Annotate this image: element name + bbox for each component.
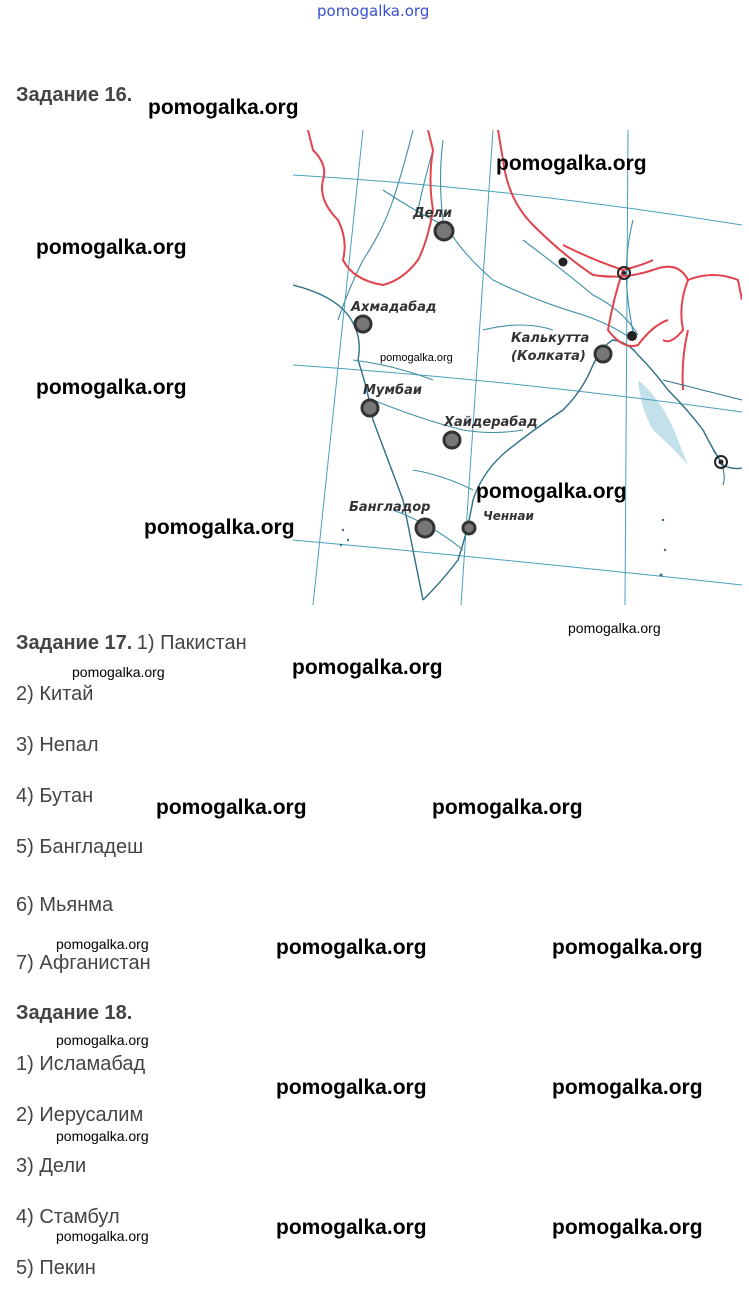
city-marker-bangalore: [416, 519, 434, 537]
watermark: pomogalka.org: [72, 664, 165, 680]
city-marker-chennai: [463, 522, 475, 534]
city-label-bangalore: Бангладор: [349, 500, 431, 515]
list-item: 3) Дели: [16, 1155, 87, 1177]
list-item: 2) Иерусалим: [16, 1104, 144, 1126]
task16-title: Задание 16.: [16, 84, 133, 106]
south-asia-map: [293, 130, 742, 605]
watermark: pomogalka.org: [432, 796, 583, 819]
city-marker-mumbai: [362, 400, 378, 416]
watermark: pomogalka.org: [56, 1032, 149, 1048]
list-item: 4) Стамбул: [16, 1206, 120, 1228]
list-item: 5) Бангладеш: [16, 836, 144, 858]
list-item: 1) Исламабад: [16, 1053, 146, 1075]
list-item: 2) Китай: [16, 683, 94, 705]
city-label-delhi: Дели: [413, 206, 453, 221]
watermark: pomogalka.org: [56, 936, 149, 952]
watermark: pomogalka.org: [156, 796, 307, 819]
watermark: pomogalka.org: [568, 620, 661, 636]
list-item: 6) Мьянма: [16, 894, 114, 916]
watermark: pomogalka.org: [476, 480, 627, 503]
city-marker-kolkata: [595, 346, 611, 362]
task17-heading: [16, 632, 247, 655]
city-label-ahmadabad: Ахмадабад: [351, 300, 437, 315]
city-marker-ahmadabad: [355, 316, 371, 332]
task17-first-answer: 1) Пакистан: [136, 632, 247, 654]
watermark: pomogalka.org: [276, 1076, 427, 1099]
site-watermark-top: pomogalka.org: [317, 2, 430, 20]
watermark: pomogalka.org: [36, 376, 187, 399]
city-label-kolkata-alt: (Колката): [511, 349, 586, 364]
watermark: pomogalka.org: [56, 1228, 149, 1244]
list-item: 3) Непал: [16, 734, 99, 756]
list-item: 7) Афганистан: [16, 952, 151, 974]
watermark: pomogalka.org: [552, 1076, 703, 1099]
watermark: pomogalka.org: [144, 516, 295, 539]
watermark: pomogalka.org: [276, 1216, 427, 1239]
list-item: 4) Бутан: [16, 785, 94, 807]
watermark: pomogalka.org: [496, 152, 647, 175]
watermark: pomogalka.org: [380, 352, 453, 364]
watermark: pomogalka.org: [56, 1128, 149, 1144]
watermark: pomogalka.org: [148, 96, 299, 119]
city-marker-hyderabad: [444, 432, 460, 448]
city-label-chennai: Ченнаи: [483, 509, 534, 523]
city-label-hyderabad: Хайдерабад: [444, 415, 538, 430]
city-label-kolkata: Калькутта: [511, 331, 590, 346]
task17-title: Задание 17.: [16, 632, 133, 654]
city-marker-delhi: [435, 222, 453, 240]
city-label-mumbai: Мумбаи: [363, 383, 422, 398]
watermark: pomogalka.org: [292, 656, 443, 679]
list-item: 5) Пекин: [16, 1257, 96, 1279]
watermark: pomogalka.org: [552, 936, 703, 959]
watermark: pomogalka.org: [36, 236, 187, 259]
task18-title: Задание 18.: [16, 1002, 133, 1024]
watermark: pomogalka.org: [552, 1216, 703, 1239]
watermark: pomogalka.org: [276, 936, 427, 959]
